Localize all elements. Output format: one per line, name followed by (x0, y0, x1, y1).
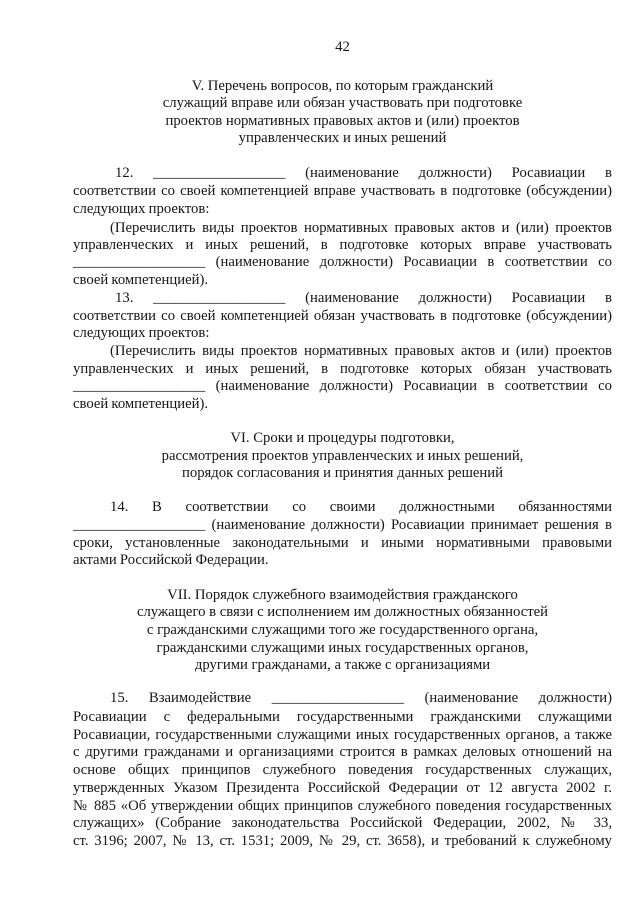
section-vii-heading-line: гражданскими служащими иных государственных органов, (156, 640, 529, 656)
item-15-line: служащих» (Собрание законодательства Российской Федерации, 2002, № 33, (73, 815, 612, 831)
item-13-note-line: управленческих и иных решений, в подготовке которых обязан участвовать (73, 361, 612, 377)
section-vi-heading-line: порядок согласования и принятия данных решений (182, 465, 503, 481)
item-13-line: следующих проектов: (73, 325, 210, 341)
item-12-line: 12. __________________ (наименование должности) Росавиации в (115, 165, 612, 181)
section-v-heading-line: V. Перечень вопросов, по которым гражданский (191, 78, 494, 94)
item-13-line: соответствии со своей компетенцией обязан участвовать в подготовке (обсуждении) (73, 308, 612, 324)
item-15-line: № 885 «Об утверждении общих принципов служебного поведения государственных (73, 798, 612, 814)
section-vi-heading-line: VI. Сроки и процедуры подготовки, (230, 430, 455, 446)
item-15-line: утвержденных Указом Президента Российской Федерации от 12 августа 2002 г. (73, 780, 612, 796)
section-vii-heading-line: другими гражданами, а также с организациями (194, 657, 491, 673)
item-15-line: Росавиации, государственными служащими иных государственных органов, а также (73, 727, 612, 743)
section-vi-heading-line: рассмотрения проектов управленческих и иных решений, (161, 448, 524, 464)
item-15-line: основе общих принципов служебного поведения государственных служащих, (73, 762, 612, 778)
item-14-line: __________________ (наименование должности) Росавиации принимает решения в (73, 517, 612, 533)
item-12-note-line: своей компетенцией). (73, 272, 209, 288)
item-15-line: ст. 3196; 2007, № 13, ст. 1531; 2009, № 29, ст. 3658), и требований к служебному (73, 833, 612, 849)
item-14-line: актами Российской Федерации. (73, 552, 269, 568)
section-v-heading-line: служащий вправе или обязан участвовать при подготовке (162, 95, 523, 111)
section-v-heading-line: проектов нормативных правовых актов и (или) проектов (165, 113, 520, 129)
item-13-note-line: своей компетенцией). (73, 396, 209, 412)
section-vii-heading-line: с гражданскими служащими того же государственного органа, (146, 622, 539, 638)
item-15-line: 15. Взаимодействие __________________ (наименование должности) (110, 690, 612, 706)
section-vii-heading-line: VII. Порядок служебного взаимодействия гражданского (167, 587, 518, 603)
item-14-line: сроки, установленные законодательными и иными нормативными правовыми (73, 535, 612, 551)
item-15-line: Росавиации с федеральными государственными гражданскими служащими (73, 709, 612, 725)
item-12-note-line: (Перечислить виды проектов нормативных правовых актов и (или) проектов (110, 220, 612, 236)
item-12-note-line: __________________ (наименование должности) Росавиации в соответствии со (73, 254, 612, 270)
item-13-line: 13. __________________ (наименование должности) Росавиации в (115, 290, 612, 306)
item-13-note-line: __________________ (наименование должности) Росавиации в соответствии со (73, 378, 612, 394)
item-15-line: с другими гражданами и организациями строится в рамках деловых отношений на (73, 744, 612, 760)
item-12-line: соответствии со своей компетенцией вправе участвовать в подготовке (обсуждении) (73, 183, 612, 199)
section-v-heading-line: управленческих и иных решений (238, 130, 447, 146)
item-13-note-line: (Перечислить виды проектов нормативных правовых актов и (или) проектов (110, 343, 612, 359)
item-12-note-line: управленческих и иных решений, в подготовке которых вправе участвовать (73, 237, 612, 253)
item-12-line: следующих проектов: (73, 201, 210, 217)
page-number: 42 (335, 39, 350, 55)
item-14-line: 14. В соответствии со своими должностными обязанностями (110, 499, 612, 515)
section-vii-heading-line: служащего в связи с исполнением им должностных обязанностей (136, 604, 549, 620)
